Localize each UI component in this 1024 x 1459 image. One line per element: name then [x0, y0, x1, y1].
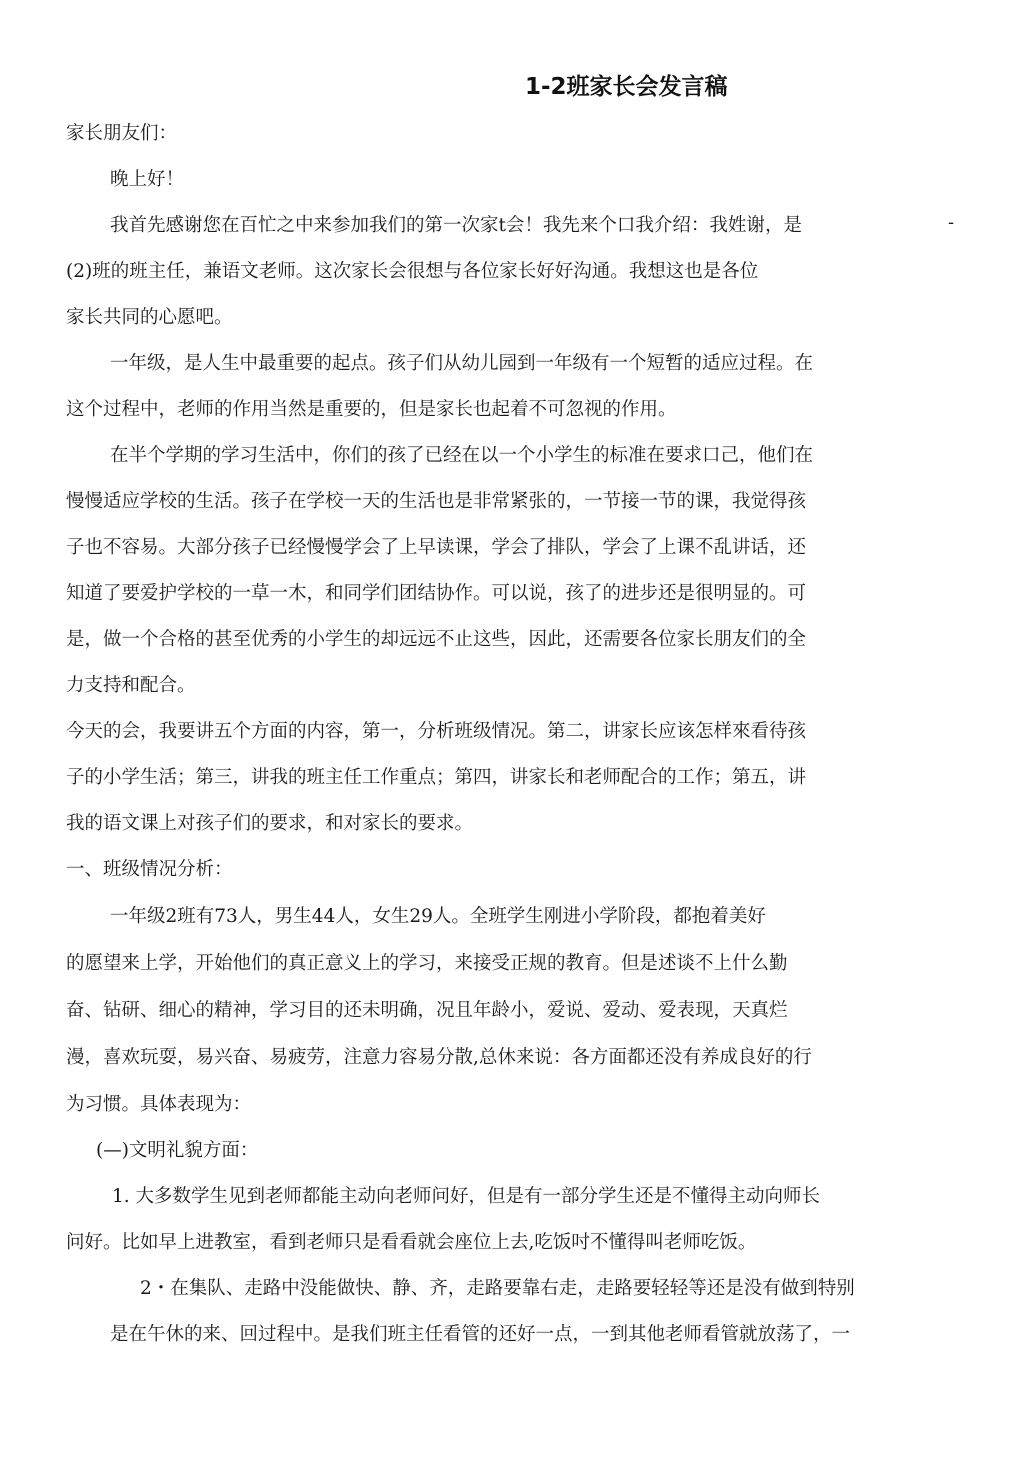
- paragraph-line: 慢慢适应学校的生活。孩子在学校一天的生活也是非常紧张的，一节接一节的课，我觉得孩: [66, 491, 807, 512]
- paragraph-line: 这个过程中，老师的作用当然是重要的，但是家长也起着不可忽视的作用。: [66, 399, 677, 420]
- paragraph-line: 家长共同的心愿吧。: [66, 307, 233, 328]
- paragraph-line: 为习惯。具体表现为：: [66, 1094, 252, 1115]
- document-title: 1-2班家长会发言稿: [525, 74, 728, 100]
- paragraph-line: 在半个学期的学习生活中，你们的孩了已经在以一个小学生的标准在要求口己，他们在: [110, 445, 814, 466]
- list-item: 2・在集队、走路中没能做快、静、齐，走路要靠右走，走路要轻轻等还是没有做到特别: [140, 1278, 855, 1299]
- subsection-heading: (—)文明礼貌方面：: [96, 1140, 259, 1161]
- section-heading: 一、班级情况分析：: [66, 859, 233, 880]
- paragraph-line: 知道了要爱护学校的一草一木，和同学们团结协作。可以说，孩了的进步还是很明显的。可: [66, 583, 807, 604]
- paragraph-line: (2)班的班主任，兼语文老师。这次家长会很想与各位家长好好沟通。我想这也是各位: [66, 261, 759, 282]
- paragraph-line: 漫，喜欢玩耍，易兴奋、易疲劳，注意力容易分散,总休来说：各方面都还没有养成良好的行: [66, 1047, 812, 1068]
- paragraph-line: 是，做一个合格的甚至优秀的小学生的却远远不止这些，因此，还需要各位家长朋友们的全: [66, 629, 807, 650]
- paragraph-line: 子也不容易。大部分孩子已经慢慢学会了上早读课，学会了排队，学会了上课不乱讲话，还: [66, 537, 807, 558]
- list-item-continuation: 是在午休的来、回过程中。是我们班主任看管的还好一点，一到其他老师看管就放荡了，一: [110, 1324, 851, 1345]
- greeting: 晚上好！: [110, 169, 185, 190]
- paragraph-line: 的愿望来上学，开始他们的真正意义上的学习，来接受正规的教育。但是述谈不上什么勤: [66, 953, 788, 974]
- list-item: 1. 大多数学生见到老师都能主动向老师问好，但是有一部分学生还是不懂得主动向师长: [112, 1186, 821, 1207]
- paragraph-line: 一年级2班有73人，男生44人，女生29人。全班学生刚进小学阶段，都抱着美好: [110, 906, 766, 927]
- paragraph-line: 今天的会，我要讲五个方面的内容，第一，分析班级情况。第二，讲家长应该怎样來看待孩: [66, 721, 807, 742]
- list-item-continuation: 问好。比如早上进教室，看到老师只是看看就会座位上去,吃饭吋不懂得叫老师吃饭。: [66, 1232, 757, 1253]
- stray-mark: -: [948, 212, 955, 233]
- paragraph-line: 我的语文课上对孩子们的要求，和对家长的要求。: [66, 813, 474, 834]
- paragraph-line: 子的小学生活；第三，讲我的班主任工作重点；第四，讲家长和老师配合的工作；第五，讲: [66, 767, 807, 788]
- paragraph-line: 奋、钻研、细心的精神，学习目的还未明确，况且年龄小，爱说、爱动、爱表现，天真烂: [66, 1000, 788, 1021]
- paragraph-line: 一年级，是人生中最重要的起点。孩子们从幼儿园到一年级有一个短暂的适应过程。在: [110, 353, 814, 374]
- paragraph-line: 我首先感谢您在百忙之中来参加我们的第一次家t会！我先来个口我介绍：我姓谢，是: [110, 215, 802, 236]
- salutation: 家长朋友们：: [66, 123, 178, 144]
- paragraph-line: 力支持和配合。: [66, 675, 196, 696]
